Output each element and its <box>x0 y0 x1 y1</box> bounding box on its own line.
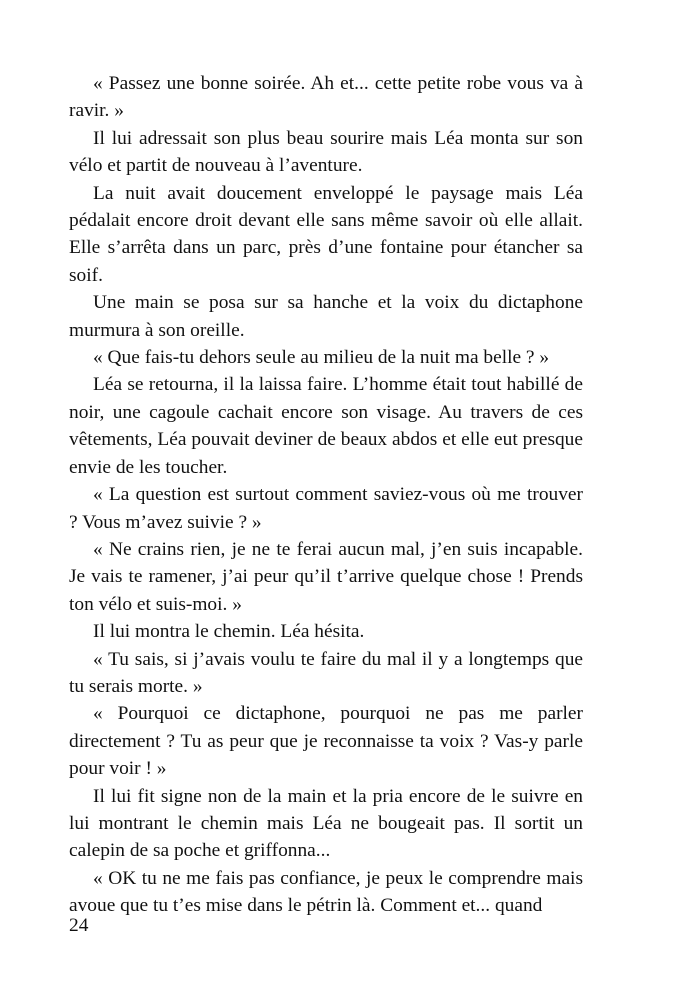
body-text <box>69 70 583 920</box>
paragraph: « OK tu ne me fais pas confiance, je peux le comprendre mais avoue que tu t’es mise dans le pétrin là. Comment et... quand <box>69 867 583 917</box>
paragraph: « Ne crains rien, je ne te ferai aucun mal, j’en suis incapable. Je vais te ramener, j’ai peur qu’il t’arrive quelque chose ! Prends ton vélo et suis-moi. » <box>69 538 583 615</box>
paragraph: « Tu sais, si j’avais voulu te faire du mal il y a longtemps que tu serais morte. » <box>69 648 583 697</box>
page-number: 24 <box>69 915 89 936</box>
paragraph: Il lui adressait son plus beau sourire mais Léa monta sur son vélo et partit de nouveau à l’aventure. <box>69 127 583 177</box>
paragraph: « Passez une bonne soirée. Ah et... cette petite robe vous va à ravir. » <box>69 73 583 122</box>
paragraph: Il lui fit signe non de la main et la pria encore de le suivre en lui montrant le chemin mais Léa ne bougeait pas. Il sortit un calepin de sa poche et griffonna... <box>69 785 583 862</box>
paragraph: « Pourquoi ce dictaphone, pourquoi ne pas me parler directement ? Tu as peur que je reconnaisse ta voix ? Vas-y parle pour voir ! » <box>69 703 583 780</box>
paragraph: Il lui montra le chemin. Léa hésita. <box>93 621 365 643</box>
paragraph: « Que fais-tu dehors seule au milieu de la nuit ma belle ? » <box>93 347 550 369</box>
paragraph: Léa se retourna, il la laissa faire. L’homme était tout habillé de noir, une cagoule cachait encore son visage. Au travers de ces vêtements, Léa pouvait deviner de beaux abdos et elle eut presque envie de les toucher. <box>69 374 583 478</box>
paragraph: Une main se posa sur sa hanche et la voix du dictaphone murmura à son oreille. <box>69 292 583 341</box>
paragraph: « La question est surtout comment saviez-vous où me trouver ? Vous m’avez suivie ? » <box>69 484 583 533</box>
paragraph: La nuit avait doucement enveloppé le paysage mais Léa pédalait encore droit devant elle sans même savoir où elle allait. Elle s’arrêta dans un parc, près d’une fontaine pour étancher sa soif. <box>69 182 583 286</box>
